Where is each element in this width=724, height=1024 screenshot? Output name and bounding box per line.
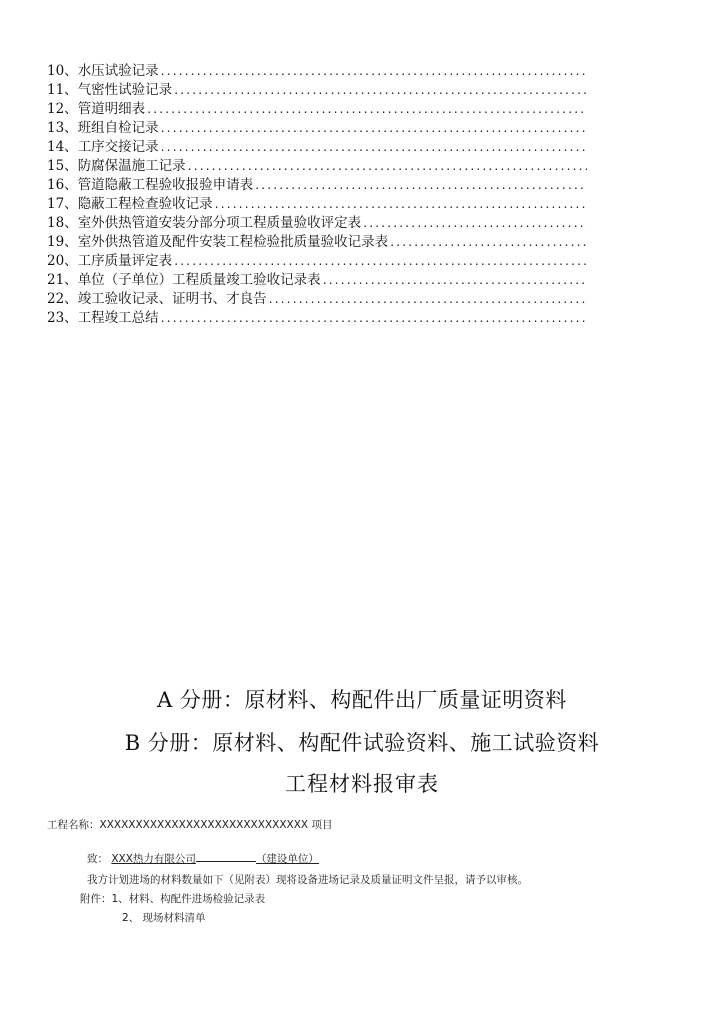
toc-item-number: 18、	[47, 215, 78, 231]
addressee-row	[87, 851, 319, 866]
project-name-row	[47, 817, 332, 832]
toc-item	[47, 233, 587, 252]
toc-item-number: 13、	[47, 120, 78, 136]
section-heading-b: B 分册：原材料、构配件试验资料、施工试验资料	[124, 731, 600, 755]
toc-item-number: 17、	[47, 196, 78, 212]
addressee-role: （建设单位）	[255, 853, 319, 865]
toc-item-title: 防腐保温施工记录	[77, 158, 186, 174]
dot-leader	[159, 119, 587, 138]
toc-item	[47, 138, 587, 157]
toc-item-title: 室外供热管道及配件安装工程检验批质量验收记录表	[77, 234, 389, 250]
dot-leader	[172, 81, 587, 100]
form-body-text: 我方计划进场的材料数量如下（见附表）现将设备进场记录及质量证明文件呈报，请予以审核。	[87, 874, 528, 886]
attachments-label: 附件：	[80, 893, 112, 905]
toc-item-title: 竣工验收记录、证明书、才良告	[77, 291, 267, 307]
toc-item-number: 20、	[47, 253, 78, 269]
project-name-suffix: 项目	[311, 819, 333, 831]
attachment-row-1	[80, 891, 265, 906]
addressee-label: 致：	[87, 853, 108, 865]
dot-leader	[213, 195, 587, 214]
toc-item-title: 工序质量评定表	[77, 253, 173, 269]
toc-item	[47, 271, 587, 290]
toc-item-number: 10、	[47, 63, 78, 79]
attachment-item: 2、 现场材料清单	[122, 912, 206, 924]
toc-item	[47, 290, 587, 309]
toc-item-title: 工程竣工总结	[77, 310, 159, 326]
toc-item	[47, 195, 587, 214]
dot-leader	[186, 157, 587, 176]
attachment-item: 1、材料、构配件进场检验记录表	[111, 893, 266, 905]
toc-item	[47, 81, 587, 100]
toc-item-number: 14、	[47, 139, 78, 155]
project-name-value: XXXXXXXXXXXXXXXXXXXXXXXXXXXXX	[99, 819, 309, 831]
dot-leader	[388, 233, 587, 252]
addressee-value: XXX热力有限公司	[111, 853, 196, 865]
toc-item-number: 16、	[47, 177, 78, 193]
dot-leader	[159, 309, 587, 328]
toc-item	[47, 100, 587, 119]
dot-leader	[321, 271, 587, 290]
toc-item-number: 11、	[47, 82, 78, 98]
toc-item-title: 隐蔽工程检查验收记录	[77, 196, 213, 212]
dot-leader	[361, 214, 587, 233]
dot-leader	[253, 176, 587, 195]
toc-item-title: 室外供热管道安装分部分项工程质量验收评定表	[77, 215, 362, 231]
dot-leader	[159, 62, 587, 81]
toc-item-title: 管道明细表	[77, 101, 146, 117]
attachment-row-2	[122, 910, 206, 925]
toc-item-title: 水压试验记录	[77, 63, 159, 79]
form-title: 工程材料报审表	[285, 772, 439, 796]
toc-item	[47, 214, 587, 233]
toc-item	[47, 252, 587, 271]
toc-item-number: 12、	[47, 101, 78, 117]
dot-leader	[145, 100, 587, 119]
dot-leader	[159, 138, 587, 157]
toc-item	[47, 176, 587, 195]
toc-item	[47, 157, 587, 176]
dot-leader	[172, 252, 587, 271]
toc-item-number: 23、	[47, 310, 78, 326]
toc-item-title: 单位（子单位）工程质量竣工验收记录表	[77, 272, 321, 288]
toc-item	[47, 119, 587, 138]
project-name-label: 工程名称：	[47, 819, 100, 831]
blank-underline	[196, 852, 256, 862]
toc-item-number: 22、	[47, 291, 78, 307]
section-heading-a: A 分册：原材料、构配件出厂质量证明资料	[157, 688, 567, 712]
toc-item-number: 19、	[47, 234, 78, 250]
table-of-contents	[47, 62, 587, 328]
toc-item-number: 15、	[47, 158, 78, 174]
toc-item-number: 21、	[47, 272, 78, 288]
toc-item-title: 气密性试验记录	[77, 82, 173, 98]
toc-item-title: 班组自检记录	[77, 120, 159, 136]
toc-item-title: 管道隐蔽工程验收报验申请表	[77, 177, 254, 193]
toc-item	[47, 62, 587, 81]
toc-item-title: 工序交接记录	[77, 139, 159, 155]
dot-leader	[267, 290, 587, 309]
toc-item	[47, 309, 587, 328]
